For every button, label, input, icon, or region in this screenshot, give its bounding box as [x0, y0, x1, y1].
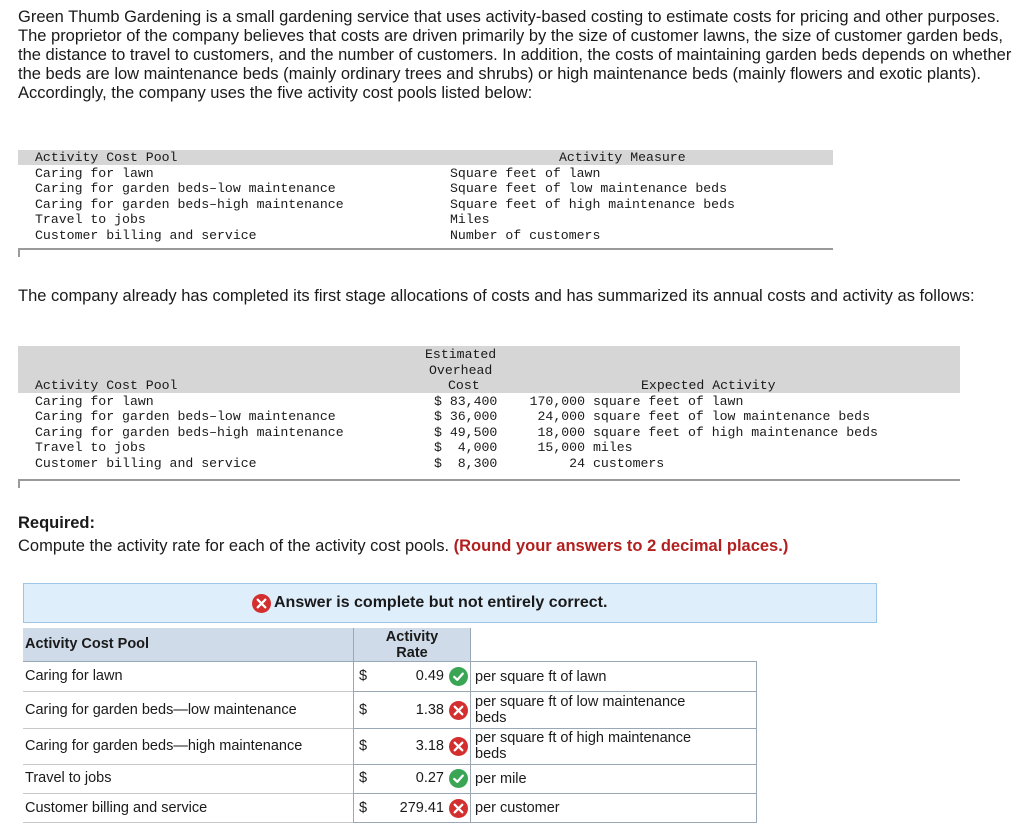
banner-text: Answer is complete but not entirely correct.	[274, 594, 608, 611]
table-row-pool: Caring for lawn	[35, 165, 154, 181]
rate-input-cell[interactable]	[353, 729, 471, 765]
unit-cell	[471, 729, 757, 765]
table-row-pool: Caring for garden beds–high maintenance	[35, 424, 344, 440]
answer-row-pool: Travel to jobs	[25, 770, 112, 786]
table-row-pool: Travel to jobs	[35, 440, 146, 455]
required-label: Required:	[18, 514, 96, 532]
table-row-pool: Travel to jobs	[35, 212, 146, 227]
table-row-cost: $ 83,400	[434, 393, 498, 409]
unit-cell	[471, 765, 757, 794]
correct-icon	[449, 769, 468, 788]
table-bottom-rule	[18, 248, 833, 250]
table-row-pool: Customer billing and service	[35, 455, 257, 471]
table-row-qty: 170,000	[529, 393, 585, 409]
required-text: Compute the activity rate for each of the activity cost pools.	[18, 537, 450, 555]
table-row-unit: square feet of high maintenance beds	[593, 424, 878, 440]
required-instructions	[18, 537, 788, 556]
currency-symbol: $	[359, 800, 368, 816]
table-rule-cap	[18, 479, 20, 488]
correct-icon	[449, 667, 468, 686]
currency-symbol: $	[359, 770, 368, 786]
table-row-qty: 18,000	[537, 424, 585, 440]
answer-table	[23, 628, 757, 823]
rate-unit: per mile	[475, 771, 527, 787]
col-header-measure: Activity Measure	[559, 150, 686, 165]
rate-input-cell[interactable]	[353, 692, 471, 729]
rate-value[interactable]: 1.38	[415, 702, 444, 718]
rate-unit: per customer	[475, 800, 560, 816]
col-header-cost-l2: Overhead	[429, 362, 493, 378]
table-row-cost: $ 4,000	[434, 440, 498, 455]
rate-input-cell[interactable]	[353, 794, 471, 823]
table-row-qty: 24	[569, 455, 585, 471]
table-row-unit: miles	[593, 440, 633, 455]
rate-input-cell[interactable]	[353, 765, 471, 794]
table-row	[23, 794, 757, 823]
cost-activity-table	[18, 346, 960, 486]
rate-input-cell[interactable]	[353, 662, 471, 692]
problem-intro: Green Thumb Gardening is a small gardening service that uses activity-based costing to estimate costs for pricing and other purposes. The proprietor of the company believes that costs are driven primarily by the size of customer lawns, the size of customer garden beds, the distance to travel to customers, and the number of customers. In addition, the costs of maintaining garden beds depends on whether the beds are low maintenance beds (mainly ordinary trees and shrubs) or high maintenance beds (mainly flowers and exotic plants). Accordingly, the company uses the five activity cost pools listed below:	[18, 8, 1012, 102]
incorrect-icon	[252, 594, 271, 613]
table-row-unit: square feet of low maintenance beds	[593, 409, 870, 424]
rate-unit: per square ft of lawn	[475, 669, 607, 685]
answer-row-pool: Caring for garden beds—low maintenance	[25, 702, 297, 718]
table-row-unit: square feet of lawn	[593, 393, 744, 409]
incorrect-icon	[449, 701, 468, 720]
banner-message	[274, 594, 607, 612]
rate-value[interactable]: 0.27	[415, 770, 444, 786]
answer-row-pool: Caring for garden beds—high maintenance	[25, 738, 303, 754]
table-row-measure: Number of customers	[450, 227, 601, 243]
summary-paragraph: The company already has completed its first stage allocations of costs and has summarized its annual costs and activity as follows:	[18, 287, 975, 305]
rate-header-l2: Rate	[396, 645, 428, 661]
answer-row-pool: Caring for lawn	[25, 668, 123, 684]
unit-cell	[471, 662, 757, 692]
col-header-pool: Activity Cost Pool	[35, 378, 178, 393]
table-row-qty: 15,000	[537, 440, 585, 455]
col-header-cost-l3: Cost	[448, 378, 480, 393]
table-row-cost: $ 49,500	[434, 424, 498, 440]
activity-measure-table	[18, 150, 833, 257]
col-header-expected: Expected Activity	[641, 378, 776, 393]
table-row-pool: Caring for lawn	[35, 393, 154, 409]
answer-col-header-pool: Activity Cost Pool	[25, 636, 150, 652]
rate-header-l1: Activity	[385, 629, 439, 645]
rate-value[interactable]: 3.18	[415, 738, 444, 754]
table-row	[23, 662, 757, 692]
table-row-unit: customers	[593, 455, 665, 471]
table-row	[23, 692, 757, 729]
table-row-pool: Caring for garden beds–low maintenance	[35, 409, 336, 424]
table-row-qty: 24,000	[537, 409, 585, 424]
incorrect-icon	[449, 799, 468, 818]
table-row-measure: Square feet of low maintenance beds	[450, 181, 727, 196]
table-row-pool: Caring for garden beds–high maintenance	[35, 196, 344, 212]
table-row	[23, 765, 757, 794]
answer-col-header-rate	[353, 629, 471, 661]
table-rule-cap	[18, 248, 20, 257]
incorrect-icon	[449, 737, 468, 756]
currency-symbol: $	[359, 702, 368, 718]
col-header-cost-l1: Estimated	[425, 347, 497, 362]
table-bottom-rule	[18, 479, 960, 481]
table-row-measure: Miles	[450, 212, 490, 227]
rounding-note: (Round your answers to 2 decimal places.)	[453, 537, 789, 555]
rate-unit: per square ft of low maintenance beds	[475, 694, 686, 726]
table-row-cost: $ 36,000	[434, 409, 498, 424]
table-row-pool: Customer billing and service	[35, 227, 257, 243]
table-row	[23, 729, 757, 765]
col-header-pool: Activity Cost Pool	[35, 150, 178, 165]
table-row-measure: Square feet of high maintenance beds	[450, 196, 735, 212]
table-row-measure: Square feet of lawn	[450, 165, 601, 181]
unit-cell	[471, 692, 757, 729]
unit-cell	[471, 794, 757, 823]
answer-row-pool: Customer billing and service	[25, 800, 208, 816]
currency-symbol: $	[359, 668, 368, 684]
currency-symbol: $	[359, 738, 368, 754]
answer-status-banner	[23, 583, 877, 623]
table-row-pool: Caring for garden beds–low maintenance	[35, 181, 336, 196]
rate-value[interactable]: 279.41	[399, 800, 444, 816]
rate-value[interactable]: 0.49	[415, 668, 444, 684]
table-row-cost: $ 8,300	[434, 455, 498, 471]
rate-unit: per square ft of high maintenance beds	[475, 730, 692, 762]
answer-header-right	[471, 628, 757, 662]
